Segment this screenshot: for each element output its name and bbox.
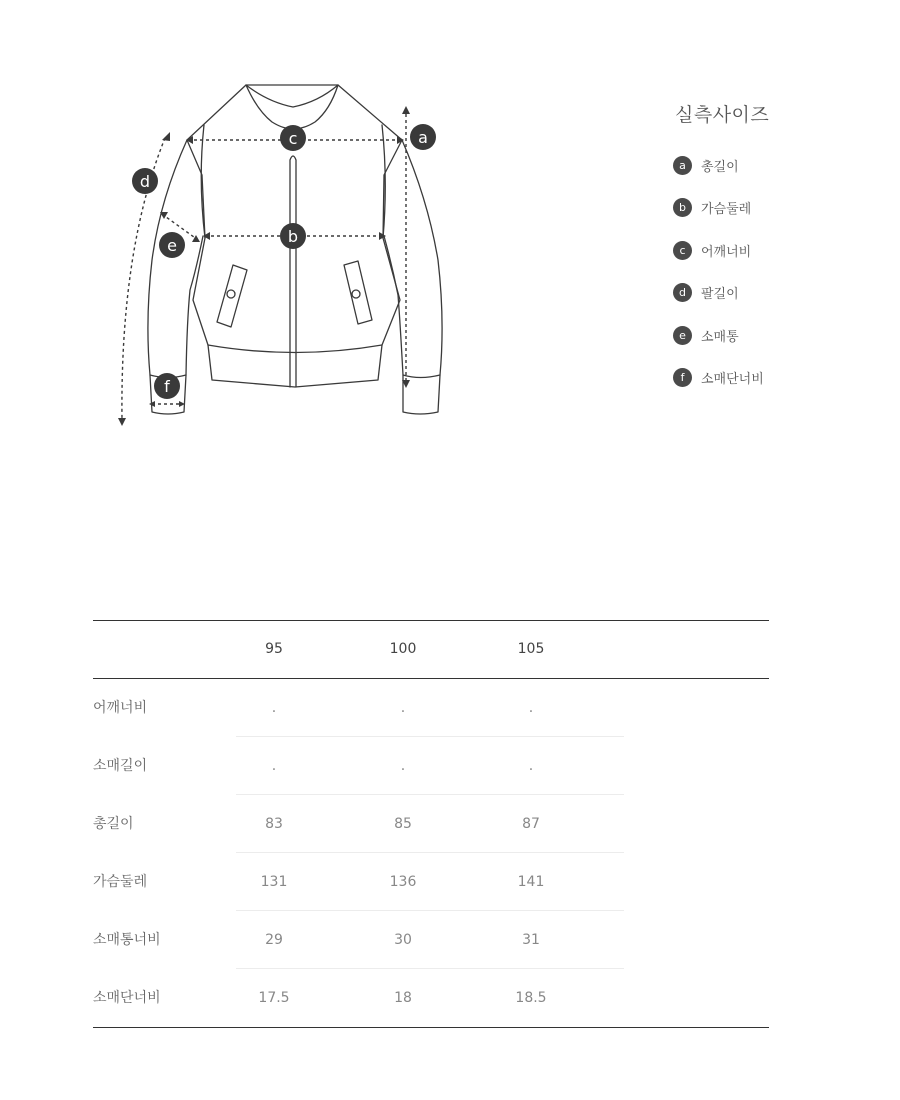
header-size-105: 105	[517, 641, 545, 657]
legend-label: 팔길이	[701, 287, 739, 302]
jacket-collar	[246, 85, 338, 128]
row-label: 소매통너비	[93, 932, 161, 948]
right-sleeve	[384, 140, 442, 414]
table-cell: .	[400, 758, 406, 774]
legend-badge: a	[673, 156, 692, 175]
header-size-100: 100	[389, 641, 417, 657]
legend-item-b	[673, 198, 873, 218]
svg-text:c: c	[288, 129, 298, 148]
legend-item-f	[673, 368, 873, 388]
legend-item-e	[673, 325, 873, 345]
table-row	[93, 969, 769, 1027]
svg-text:e: e	[167, 236, 177, 255]
legend-label: 소매단너비	[701, 372, 764, 387]
table-row	[93, 911, 769, 969]
table-cell: .	[271, 758, 277, 774]
row-label: 총길이	[93, 816, 134, 832]
table-cell: 87	[522, 816, 540, 832]
legend-badge: f	[673, 368, 692, 387]
table-cell: .	[528, 758, 534, 774]
row-label: 소매단너비	[93, 990, 161, 1006]
table-cell: 141	[517, 874, 545, 890]
legend-item-c	[673, 240, 873, 260]
legend-title: 실측사이즈	[675, 104, 770, 126]
svg-text:f: f	[164, 377, 170, 396]
table-cell: 30	[394, 932, 412, 948]
legend-item-d	[673, 283, 873, 303]
marker-d	[132, 168, 158, 194]
row-label: 소매길이	[93, 758, 148, 774]
table-cell: .	[271, 700, 277, 716]
right-pocket	[344, 261, 372, 324]
legend-badge: d	[673, 283, 692, 302]
table-row	[93, 679, 769, 737]
table-cell: 31	[522, 932, 540, 948]
table-cell: 131	[260, 874, 288, 890]
table-cell: 85	[394, 816, 412, 832]
jacket-hem	[208, 345, 382, 353]
table-cell: 18	[394, 990, 412, 1006]
table-cell: 29	[265, 932, 283, 948]
legend-badge: b	[673, 198, 692, 217]
table-header-row	[93, 620, 769, 679]
legend-label: 소매통	[701, 329, 739, 345]
table-cell: .	[400, 700, 406, 716]
size-legend	[673, 100, 873, 410]
table-row	[93, 795, 769, 853]
table-cell: 18.5	[515, 990, 547, 1006]
legend-badge: e	[673, 326, 692, 345]
marker-a	[410, 124, 436, 150]
marker-b	[280, 223, 306, 249]
header-size-95: 95	[265, 641, 283, 657]
table-cell: .	[528, 700, 534, 716]
marker-f	[154, 373, 180, 399]
legend-label: 총길이	[701, 159, 739, 175]
svg-text:b: b	[287, 227, 299, 246]
table-cell: 17.5	[258, 990, 290, 1006]
svg-text:d: d	[139, 172, 151, 191]
legend-label: 어깨너비	[701, 244, 752, 260]
table-cell: 83	[265, 816, 283, 832]
svg-text:a: a	[418, 128, 428, 147]
legend-badge: c	[673, 241, 692, 260]
table-cell: 136	[389, 874, 417, 890]
table-row	[93, 737, 769, 795]
marker-e	[159, 232, 185, 258]
left-pocket	[217, 265, 247, 327]
legend-item-a	[673, 155, 873, 175]
row-label: 가슴둘레	[93, 874, 148, 890]
legend-label: 가슴둘레	[701, 202, 752, 217]
size-table	[93, 620, 769, 1028]
table-row	[93, 853, 769, 911]
marker-c	[280, 125, 306, 151]
row-label: 어깨너비	[93, 700, 148, 716]
